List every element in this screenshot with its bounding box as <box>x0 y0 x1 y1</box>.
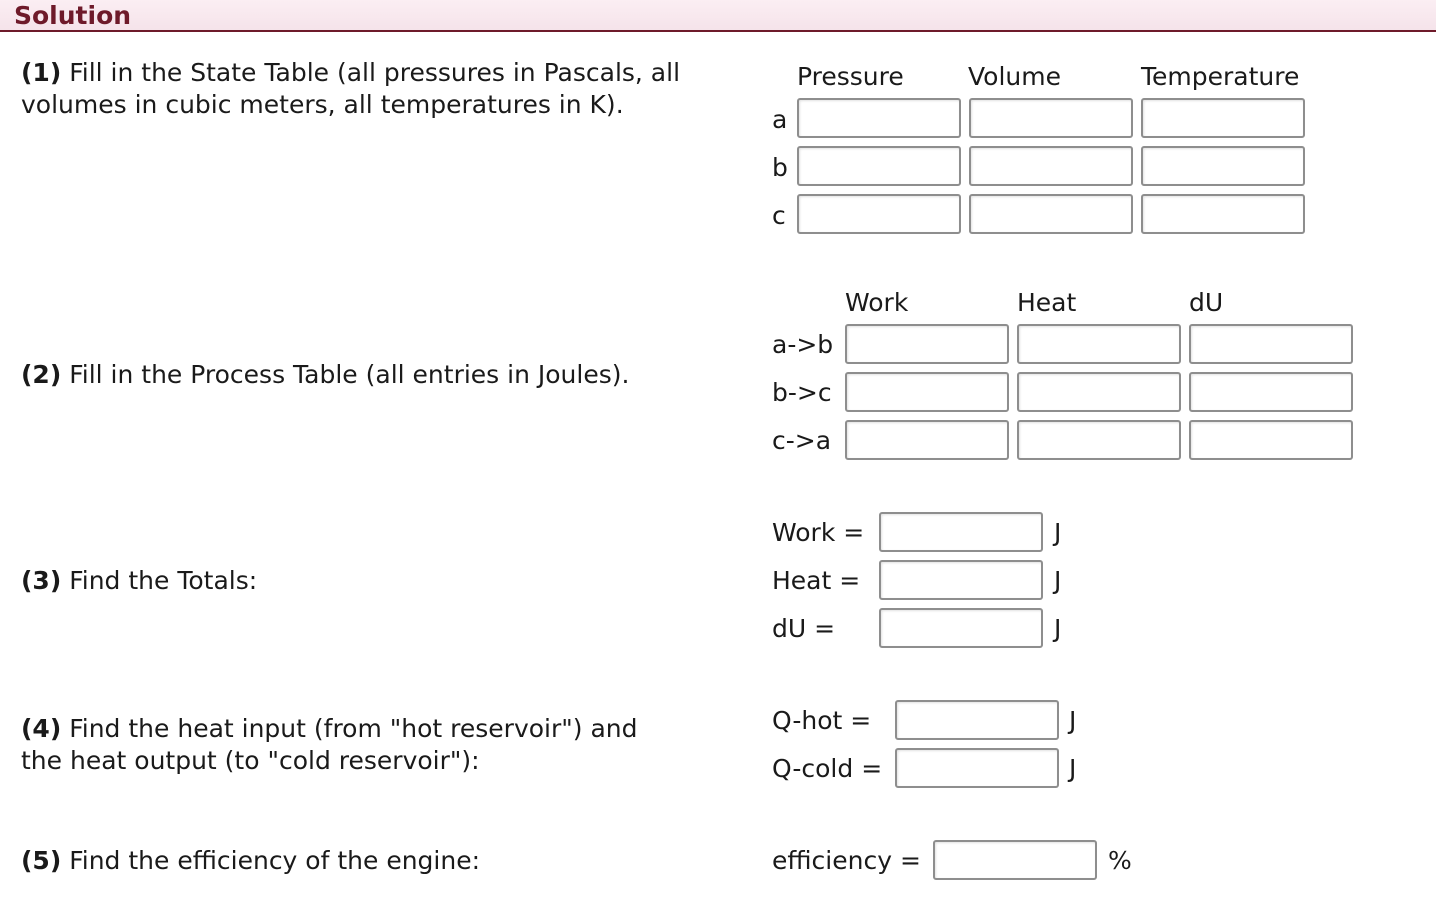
q5-number: (5) <box>21 846 62 875</box>
total-work-label: Work = <box>772 518 865 547</box>
efficiency-unit: % <box>1108 846 1132 875</box>
solution-title: Solution <box>14 1 132 30</box>
state-col-pressure: Pressure <box>797 62 904 91</box>
state-a-volume-input[interactable] <box>969 98 1133 138</box>
state-row-label-b: b <box>772 153 788 182</box>
q5-text: Find the efficiency of the engine: <box>69 846 481 875</box>
q-hot-input[interactable] <box>895 700 1059 740</box>
total-heat-label: Heat = <box>772 566 861 595</box>
state-a-pressure-input[interactable] <box>797 98 961 138</box>
total-work-unit: J <box>1054 518 1062 547</box>
q-cold-unit: J <box>1069 754 1077 783</box>
q1-text-line1: Fill in the State Table (all pressures in Pascals, all <box>69 58 681 87</box>
q1-text-line2: volumes in cubic meters, all temperatures in K). <box>21 90 624 119</box>
process-row-label-bc: b->c <box>772 378 832 407</box>
state-col-temperature: Temperature <box>1141 62 1300 91</box>
state-a-temperature-input[interactable] <box>1141 98 1305 138</box>
process-row-label-ab: a->b <box>772 330 834 359</box>
q2-prompt <box>21 359 629 391</box>
state-c-volume-input[interactable] <box>969 194 1133 234</box>
process-bc-work-input[interactable] <box>845 372 1009 412</box>
q5-prompt <box>21 845 480 877</box>
q-hot-unit: J <box>1069 706 1077 735</box>
q4-text-line1: Find the heat input (from "hot reservoir") and <box>69 714 638 743</box>
q4-prompt-line1 <box>21 713 638 745</box>
process-ab-work-input[interactable] <box>845 324 1009 364</box>
total-work-input[interactable] <box>879 512 1043 552</box>
process-ca-du-input[interactable] <box>1189 420 1353 460</box>
total-du-label: dU = <box>772 614 836 643</box>
state-c-temperature-input[interactable] <box>1141 194 1305 234</box>
q2-text: Fill in the Process Table (all entries in Joules). <box>69 360 630 389</box>
process-col-heat: Heat <box>1017 288 1077 317</box>
q-hot-label: Q-hot = <box>772 706 872 735</box>
total-du-unit: J <box>1054 614 1062 643</box>
q3-text: Find the Totals: <box>69 566 258 595</box>
q1-prompt-line1 <box>21 57 680 89</box>
process-col-du: dU <box>1189 288 1224 317</box>
q4-number: (4) <box>21 714 62 743</box>
process-ca-heat-input[interactable] <box>1017 420 1181 460</box>
state-b-pressure-input[interactable] <box>797 146 961 186</box>
process-bc-heat-input[interactable] <box>1017 372 1181 412</box>
q-cold-input[interactable] <box>895 748 1059 788</box>
process-ab-du-input[interactable] <box>1189 324 1353 364</box>
q2-number: (2) <box>21 360 62 389</box>
process-ab-heat-input[interactable] <box>1017 324 1181 364</box>
total-heat-input[interactable] <box>879 560 1043 600</box>
process-bc-du-input[interactable] <box>1189 372 1353 412</box>
process-col-work: Work <box>845 288 909 317</box>
process-ca-work-input[interactable] <box>845 420 1009 460</box>
q-cold-label: Q-cold = <box>772 754 883 783</box>
efficiency-label: efficiency = <box>772 846 921 875</box>
state-row-label-a: a <box>772 105 788 134</box>
efficiency-input[interactable] <box>933 840 1097 880</box>
process-row-label-ca: c->a <box>772 426 832 455</box>
q1-number: (1) <box>21 58 62 87</box>
state-b-temperature-input[interactable] <box>1141 146 1305 186</box>
q4-text-line2: the heat output (to "cold reservoir"): <box>21 746 480 775</box>
state-c-pressure-input[interactable] <box>797 194 961 234</box>
q3-prompt <box>21 565 257 597</box>
state-row-label-c: c <box>772 201 786 230</box>
total-heat-unit: J <box>1054 566 1062 595</box>
state-b-volume-input[interactable] <box>969 146 1133 186</box>
solution-header <box>0 0 1436 32</box>
q3-number: (3) <box>21 566 62 595</box>
state-col-volume: Volume <box>968 62 1061 91</box>
total-du-input[interactable] <box>879 608 1043 648</box>
